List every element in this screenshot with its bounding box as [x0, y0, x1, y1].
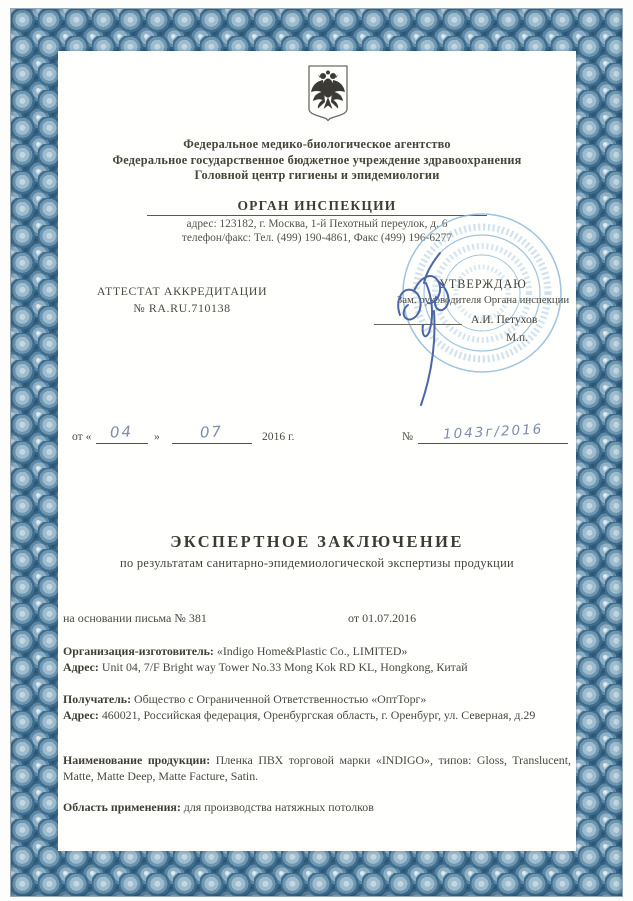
seal-mark: М.п.: [506, 332, 528, 344]
product-label: Наименование продукции:: [63, 753, 211, 767]
basis-left: на основании письма № 381: [63, 611, 207, 625]
guilloche-border: [10, 8, 623, 897]
approver-role: Зам. руководителя Органа инспекции: [396, 294, 570, 306]
manufacturer-address-label: Адрес:: [63, 660, 99, 675]
recipient-address-value: 460021, Российская федерация, Оренбургская область, г. Оренбург, ул. Северная, д.29: [98, 708, 536, 723]
agency-line-2: Федеральное государственное бюджетное учреждение здравоохранения: [112, 152, 522, 167]
agency-line-1: Федеральное медико-биологическое агентство: [183, 137, 451, 151]
document-content: [58, 51, 576, 851]
product-value: Пленка ПВХ торговой марки «INDIGO», типов: Gloss, Translucent, Matte, Matte Deep, Matte Facture, Satin.: [63, 753, 571, 784]
doc-number-slot: [418, 423, 568, 444]
product-paragraph: [63, 752, 571, 785]
accreditation-number: № RA.RU.710138: [133, 300, 231, 315]
approve-label: УТВЕРЖДАЮ: [439, 277, 527, 291]
basis-right: от 01.07.2016: [348, 611, 417, 625]
date-month-value: 07: [199, 422, 225, 442]
recipient-address-label: Адрес:: [63, 708, 99, 723]
doc-number-label: №: [402, 430, 414, 443]
date-day-slot: [96, 423, 148, 444]
org-name: ОРГАН ИНСПЕКЦИИ: [237, 198, 397, 213]
recipient-paragraph: [63, 691, 571, 724]
document-subtitle: по результатам санитарно-эпидемиологической экспертизы продукции: [120, 556, 514, 570]
manufacturer-address-value: Unit 04, 7/F Bright way Tower No.33 Mong Kok RD KL, Hongkong, Китай: [98, 660, 468, 675]
accreditation-block: [72, 283, 292, 316]
date-quote-close: »: [154, 430, 160, 443]
accreditation-title: АТТЕСТАТ АККРЕДИТАЦИИ: [96, 284, 268, 298]
org-phone: телефон/факс: Тел. (499) 190-4861, Факс (499) 196-6277: [181, 232, 453, 244]
scope-paragraph: [63, 799, 571, 815]
coat-of-arms-icon: [305, 63, 351, 123]
doc-number-value: 1043г/2016: [442, 421, 544, 443]
recipient-value: Общество с Ограниченной Ответственностью «ОптТорг»: [131, 692, 427, 706]
date-from-label: от «: [72, 430, 92, 443]
scope-value: для производства натяжных потолков: [180, 800, 374, 814]
date-day-value: 04: [109, 422, 135, 442]
document-title: ЭКСПЕРТНОЕ ЗАКЛЮЧЕНИЕ: [170, 532, 464, 551]
org-address: адрес: 123182, г. Москва, 1-й Пехотный переулок, д. 6: [186, 218, 448, 230]
manufacturer-paragraph: [63, 643, 571, 676]
manufacturer-label: Организация-изготовитель:: [63, 644, 214, 658]
signature: [394, 247, 504, 412]
date-year-label: 2016 г.: [262, 430, 295, 443]
date-month-slot: [172, 423, 252, 444]
manufacturer-value: «Indigo Home&Plastic Co., LIMITED»: [213, 644, 408, 658]
agency-line-3: Головной центр гигиены и эпидемиологии: [194, 168, 440, 183]
scope-label: Область применения:: [63, 800, 181, 814]
recipient-label: Получатель:: [63, 692, 132, 706]
signer-name: А.И. Петухов: [471, 313, 538, 326]
agency-header: [58, 137, 576, 184]
